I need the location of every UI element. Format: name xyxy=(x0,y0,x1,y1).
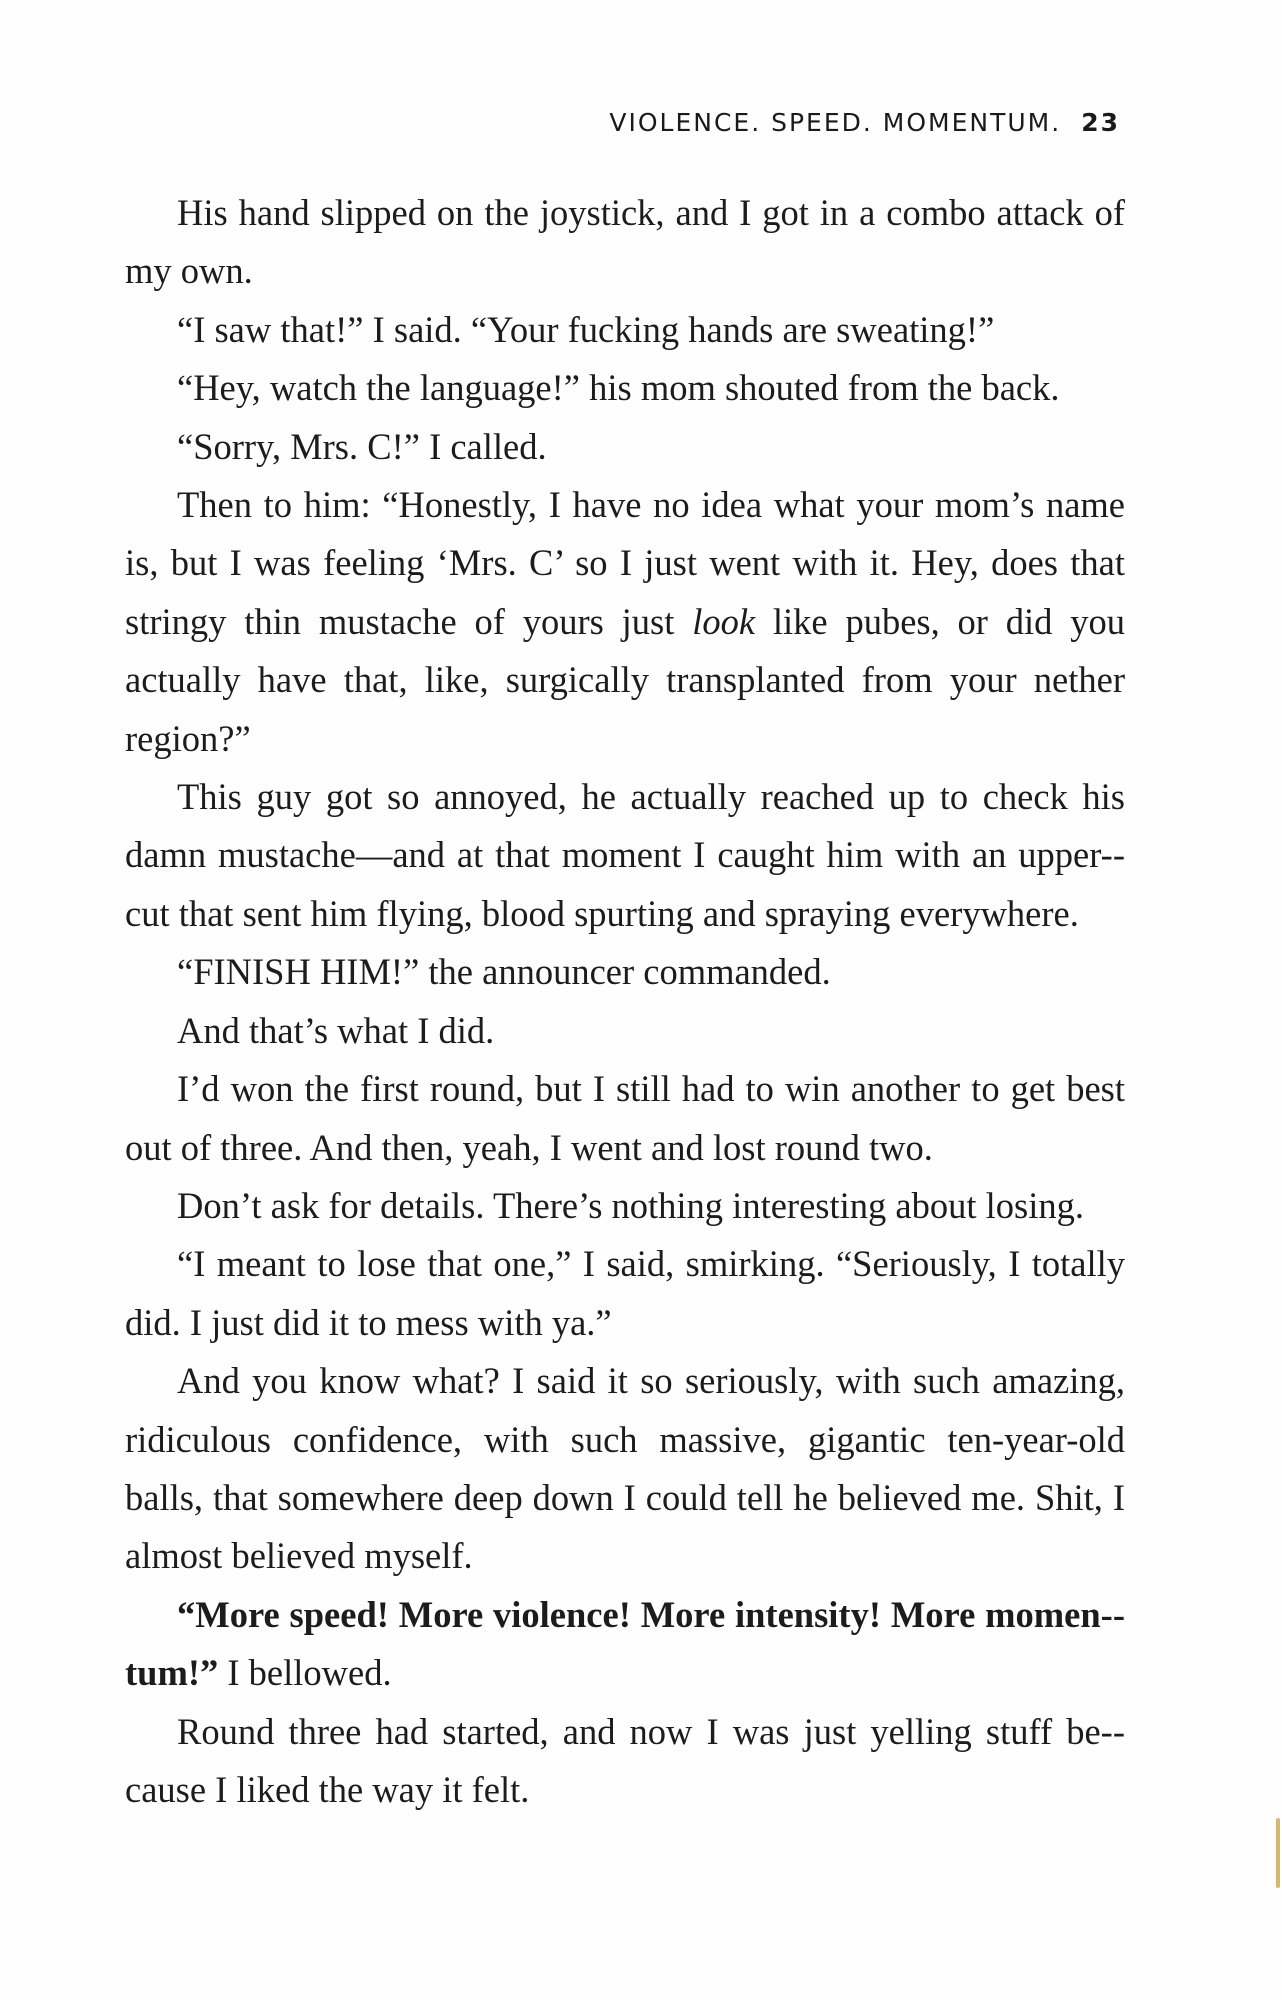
paragraph-text: “I meant to lose that one,” I said, smirking. “Seriously, I totally did. I just did it to mess with ya.” xyxy=(125,1243,1125,1343)
paragraph-text: “Sorry, Mrs. C!” I called. xyxy=(177,425,547,467)
paragraph-7 xyxy=(125,943,1125,1001)
page-edge-mark xyxy=(1276,1818,1280,1888)
paragraph-text: “I saw that!” I said. “Your fucking hands are sweating!” xyxy=(177,308,995,350)
paragraph-text: “FINISH HIM!” the announcer commanded. xyxy=(177,951,831,993)
paragraph-10 xyxy=(125,1177,1125,1235)
bold-text: “More speed! More violence! More intensity! More momen-tum!” xyxy=(125,1593,1125,1694)
paragraph-text: This guy got so annoyed, he actually reached up to check his damn mustache—and at that moment I caught him with an upper-cut that sent him flying, blood spurting and spraying everywhere. xyxy=(125,776,1125,934)
paragraph-13-bold xyxy=(125,1586,1125,1703)
paragraph-6 xyxy=(125,768,1125,943)
paragraph-2 xyxy=(125,301,1125,359)
paragraph-14 xyxy=(125,1703,1125,1820)
paragraph-text: And that’s what I did. xyxy=(177,1009,495,1051)
paragraph-text: Then to him: “Honestly, I have no idea what your mom’s name is, but I was feeling ‘Mrs. C’ so I just went with it. Hey, does that stringy thin mustache of yours just xyxy=(125,484,1125,642)
page-number: 23 xyxy=(1081,108,1120,137)
paragraph-3 xyxy=(125,359,1125,417)
paragraph-text: I bellowed. xyxy=(218,1652,392,1694)
paragraph-11 xyxy=(125,1235,1125,1352)
paragraph-12 xyxy=(125,1352,1125,1586)
paragraph-4 xyxy=(125,418,1125,476)
paragraph-text: Don’t ask for details. There’s nothing interesting about losing. xyxy=(177,1184,1084,1226)
paragraph-9 xyxy=(125,1060,1125,1177)
paragraph-text: like pubes, or did you actually have that, like, surgically transplanted from your nether region?” xyxy=(125,600,1125,759)
paragraph-1 xyxy=(125,184,1125,301)
chapter-title: VIOLENCE. SPEED. MOMENTUM. xyxy=(609,108,1062,137)
paragraph-5 xyxy=(125,476,1125,768)
paragraph-text: “Hey, watch the language!” his mom shouted from the back. xyxy=(177,367,1060,409)
paragraph-text: His hand slipped on the joystick, and I got in a combo attack of my own. xyxy=(125,192,1125,292)
paragraph-8 xyxy=(125,1002,1125,1060)
body-text xyxy=(125,184,1125,1819)
emphasis-text: look xyxy=(692,600,756,642)
paragraph-text: I’d won the first round, but I still had to win another to get best out of three. And then, yeah, I went and lost round two. xyxy=(125,1068,1125,1168)
running-head xyxy=(609,108,1120,137)
paragraph-text: Round three had started, and now I was just yelling stuff be-cause I liked the way it felt. xyxy=(125,1710,1125,1810)
paragraph-text: And you know what? I said it so seriously, with such amazing, ridiculous confidence, with such massive, gigantic ten-year-old balls, that somewhere deep down I could tell he believed me. Shit, I almost believed myself. xyxy=(125,1360,1125,1577)
